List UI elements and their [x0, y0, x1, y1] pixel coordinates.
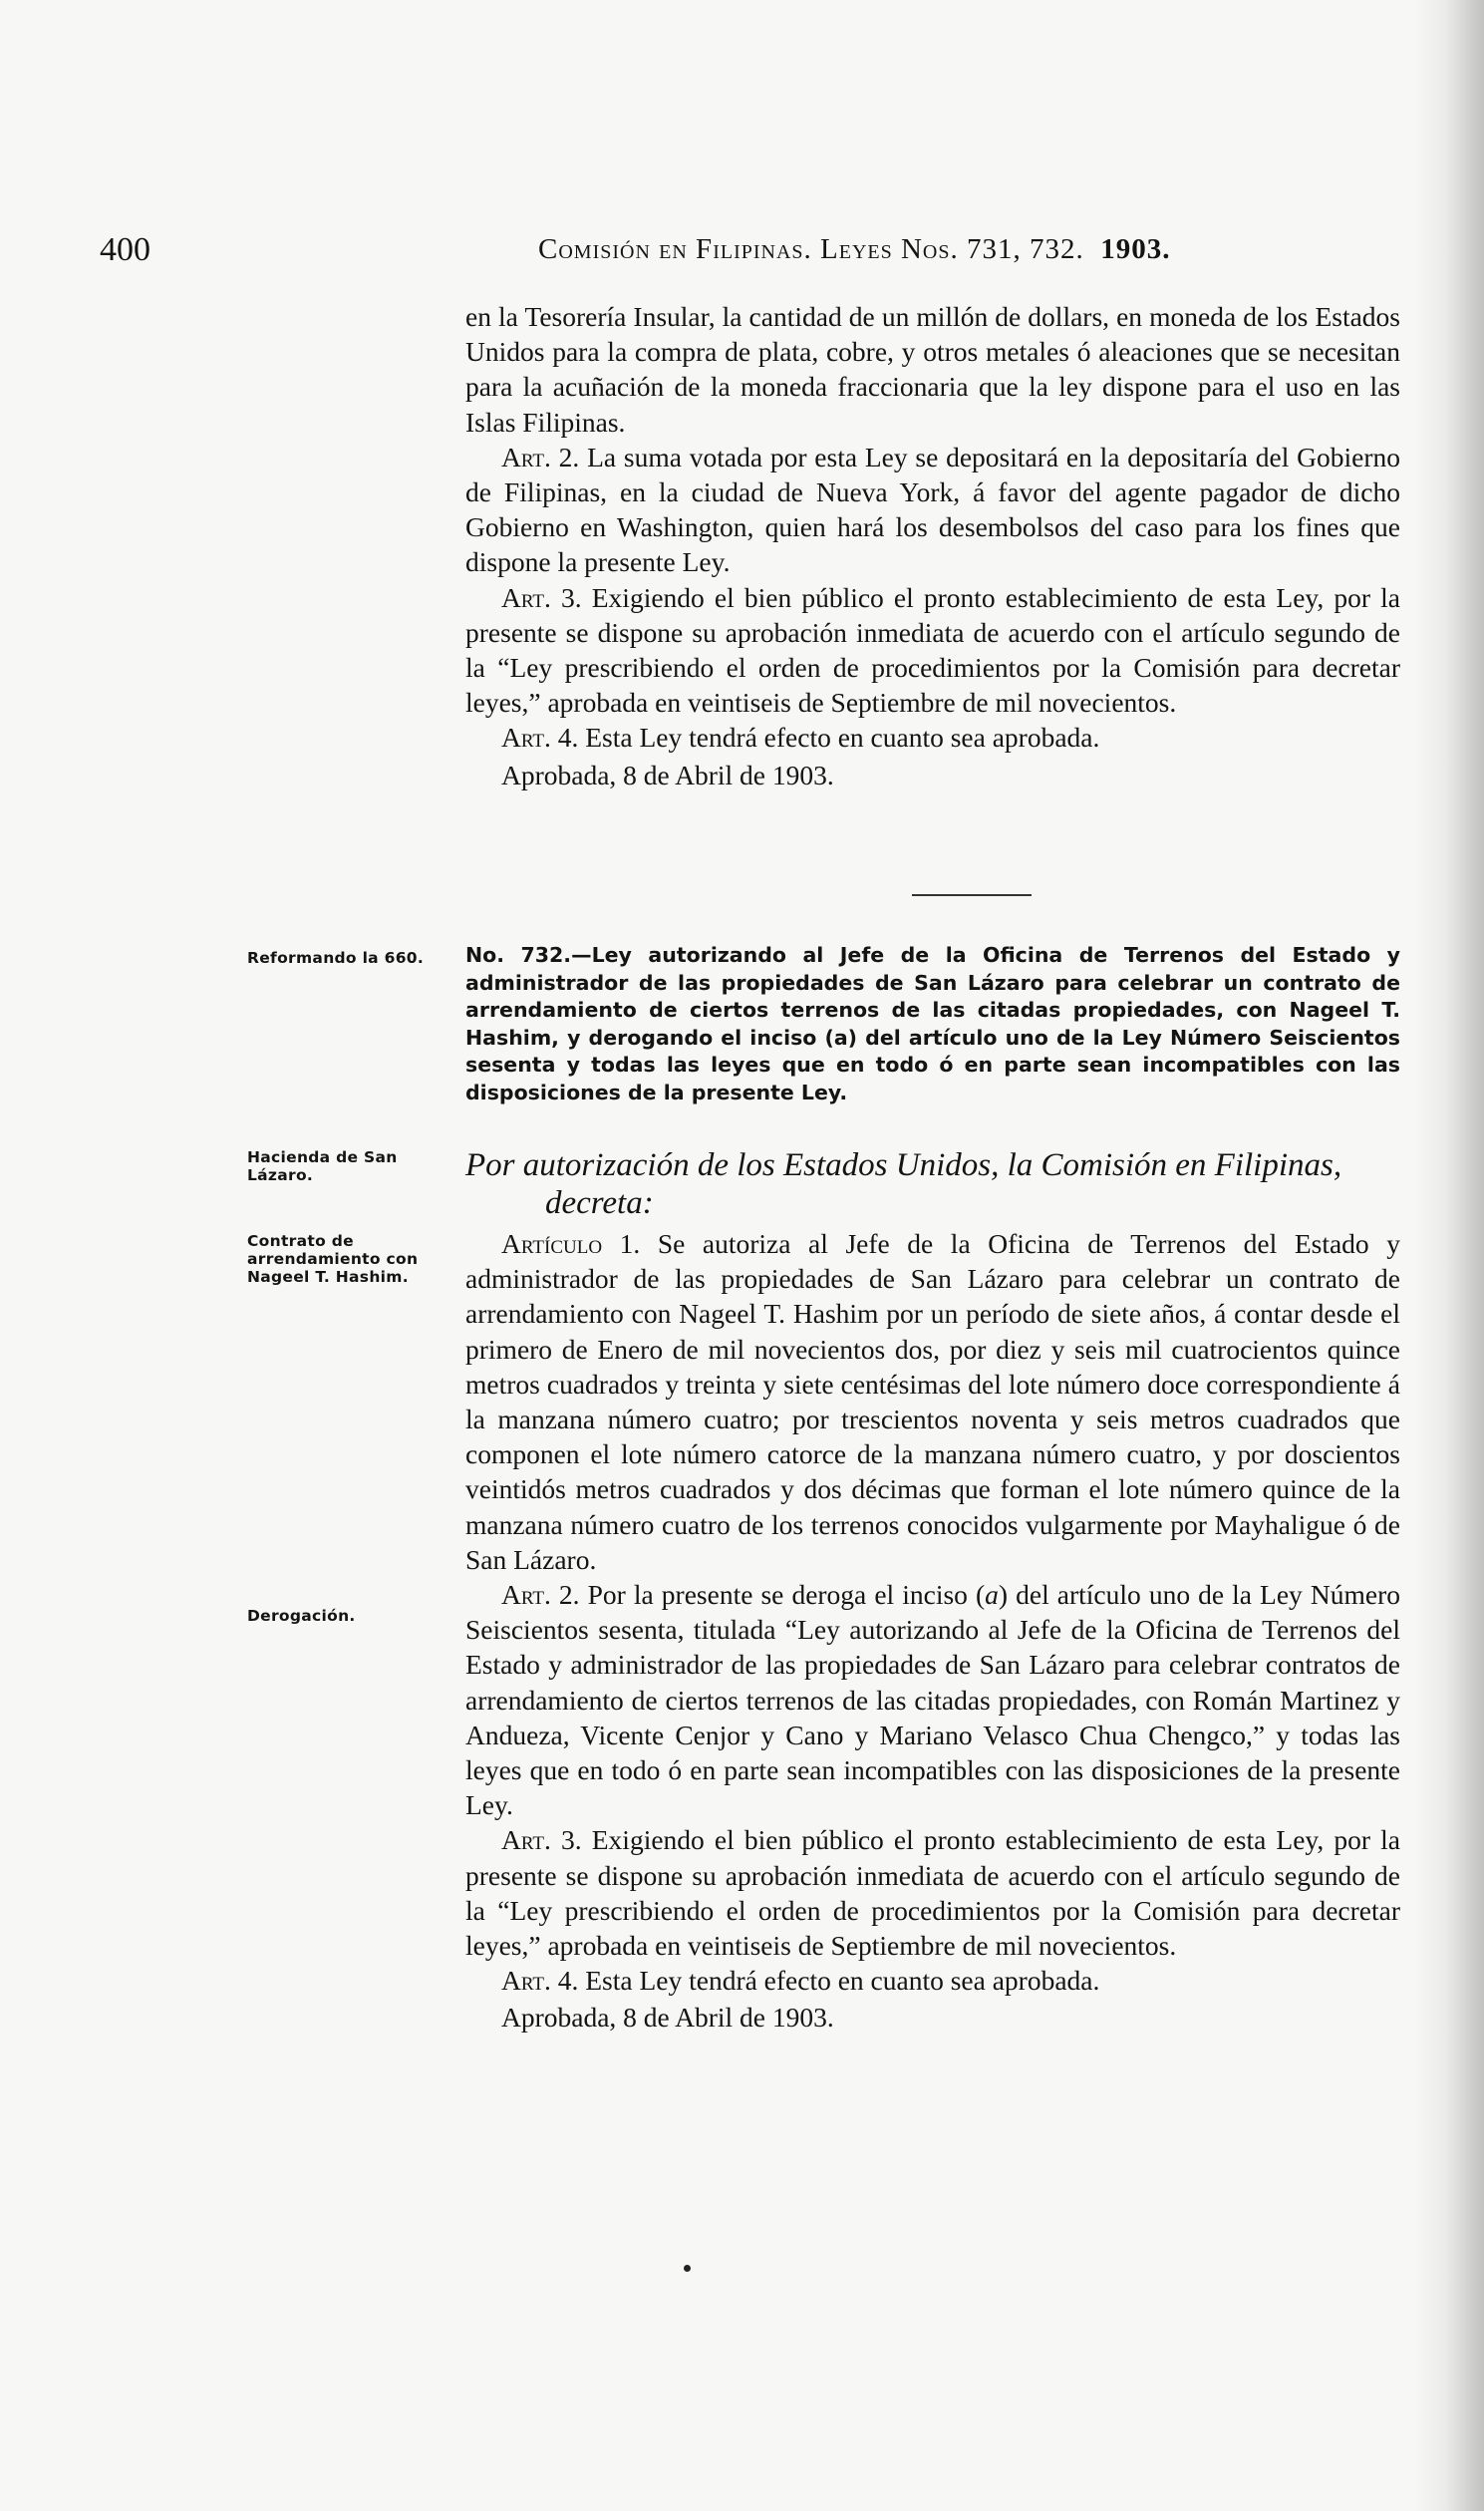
article-text-part: ) del artículo uno de la Ley Número Seiscientos sesenta, titulada “Ley autorizando al Jefe de la Oficina de Terrenos del Estado y administrador de las propiedades de San Lázaro para celebrar contratos de arrendamiento de ciertos terrenos de las citadas propiedades, con Román Martinez y Andueza, Vicente Cenjor y Cano y Mariano Velasco Chua Chengco,” y todas las leyes que en todo ó en parte sean incompatibles con las disposiciones de la presente Ley.	[465, 1579, 1400, 1821]
page-edge-shadow	[1414, 0, 1484, 2511]
article-text: Exigiendo el bien público el pronto establecimiento de esta Ley, por la presente se dispone su aprobación inmediata de acuerdo con el artículo segundo de la “Ley prescribiendo el orden de procedimientos por la Comisión para decretar leyes,” aprobada en veintiseis de Septiembre de mil novecientos.	[465, 1824, 1401, 1962]
enacting-clause-line-1: Por autorización de los Estados Unidos, la Comisión en Filipinas,	[465, 1147, 1342, 1183]
article-text: Esta Ley tendrá efecto en cuanto sea aprobada.	[585, 722, 1100, 754]
article-text: Se autoriza al Jefe de la Oficina de Terrenos del Estado y administrador de las propiedades de San Lázaro para celebrar un contrato de arrendamiento con Nageel T. Hashim por un período de siete años, á contar desde el primero de Enero de mil novecientos dos, por diez y seis mil cuatrocientos quince metros cuadrados y treinta y siete centésimas del lote número doce correspondiente á la manzana número cuatro; por trescientos noventa y seis metros cuadrados que componen el lote número catorce de la manzana número cuatro, y por doscientos veintidós metros cuadrados y dos décimas que forman el lote número quince de la manzana número cuatro de los terrenos conocidos vulgarmente por Mayhaligue ó de San Lázaro.	[465, 1228, 1401, 1575]
article-label: Art. 3.	[501, 581, 582, 613]
margin-note-reform: Reformando la 660.	[247, 949, 425, 967]
article-label: Art. 3.	[501, 1824, 582, 1856]
law-731-article-4	[465, 720, 1400, 755]
margin-note-derogation: Derogación.	[247, 1607, 356, 1625]
article-label: Art. 4.	[501, 1965, 579, 1997]
running-head-year: 1903.	[1100, 233, 1171, 265]
law-731-approval-date: Aprobada, 8 de Abril de 1903.	[501, 759, 834, 790]
section-divider	[912, 894, 1032, 896]
law-title-text: —Ley autorizando al Jefe de la Oficina de Terrenos del Estado y administrador de las propiedades de San Lázaro para celebrar un contrato de arrendamiento de ciertos terrenos de las citadas propiedades, con Nageel T. Hashim, y derogando el inciso (a) del artículo uno de la Ley Número Seiscientos sesenta y todas las leyes que en todo ó en parte sean incompatibles con las disposiciones de la presente Ley.	[465, 943, 1400, 1104]
article-label: Artículo 1.	[501, 1228, 641, 1259]
law-732-article-4	[465, 1963, 1400, 1998]
law-732-body	[465, 1226, 1400, 2036]
law-732-article-2	[465, 1577, 1400, 1822]
law-732-approval-date: Aprobada, 8 de Abril de 1903.	[501, 2002, 834, 2034]
enacting-clause-line-2: decreta:	[545, 1185, 654, 1221]
margin-note-contract: Contrato de arrendamiento con Nageel T. Hashim.	[247, 1232, 419, 1286]
law-732-title	[465, 942, 1400, 1106]
running-head-title: Comisión en Filipinas. Leyes Nos. 731, 732.	[538, 233, 1084, 265]
article-label: Art. 2.	[501, 1579, 580, 1611]
article-label: Art. 4.	[501, 722, 579, 754]
ink-speck	[684, 2265, 691, 2272]
article-text-part: Por la presente se deroga el inciso (	[587, 1579, 986, 1611]
enacting-clause	[465, 1146, 1400, 1222]
law-731-article-2	[465, 440, 1400, 580]
page-number: 400	[100, 231, 150, 268]
article-label: Art. 2.	[501, 441, 580, 472]
law-731-article-3	[465, 580, 1400, 721]
margin-note-hacienda: Hacienda de San Lázaro.	[247, 1148, 398, 1184]
law-731-paragraph-1: en la Tesorería Insular, la cantidad de un millón de dollars, en moneda de los Estados Unidos para la compra de plata, cobre, y otros metales ó aleaciones que se necesitan para la acuñación de la moneda fraccionaria que la ley dispone para el uso en las Islas Filipinas.	[465, 301, 1400, 438]
article-text: Exigiendo el bien público el pronto establecimiento de esta Ley, por la presente se dispone su aprobación inmediata de acuerdo con el artículo segundo de la “Ley prescribiendo el orden de procedimientos por la Comisión para decretar leyes,” aprobada en veintiseis de Septiembre de mil novecientos.	[465, 581, 1401, 719]
law-731-continuation	[465, 299, 1400, 792]
article-text: Esta Ley tendrá efecto en cuanto sea aprobada.	[585, 1965, 1100, 1997]
page-header	[0, 231, 1484, 271]
article-text: La suma votada por esta Ley se depositará en la depositaría del Gobierno de Filipinas, en la ciudad de Nueva York, á favor del agente pagador de dicho Gobierno en Washington, quien hará los desembolsos del caso para los fines que dispone la presente Ley.	[465, 441, 1400, 578]
law-number: No. 732.	[465, 943, 572, 967]
law-732-article-1	[465, 1226, 1400, 1577]
article-text-italic: a	[985, 1579, 999, 1611]
running-head	[538, 233, 1171, 266]
law-732-article-3	[465, 1822, 1400, 1963]
